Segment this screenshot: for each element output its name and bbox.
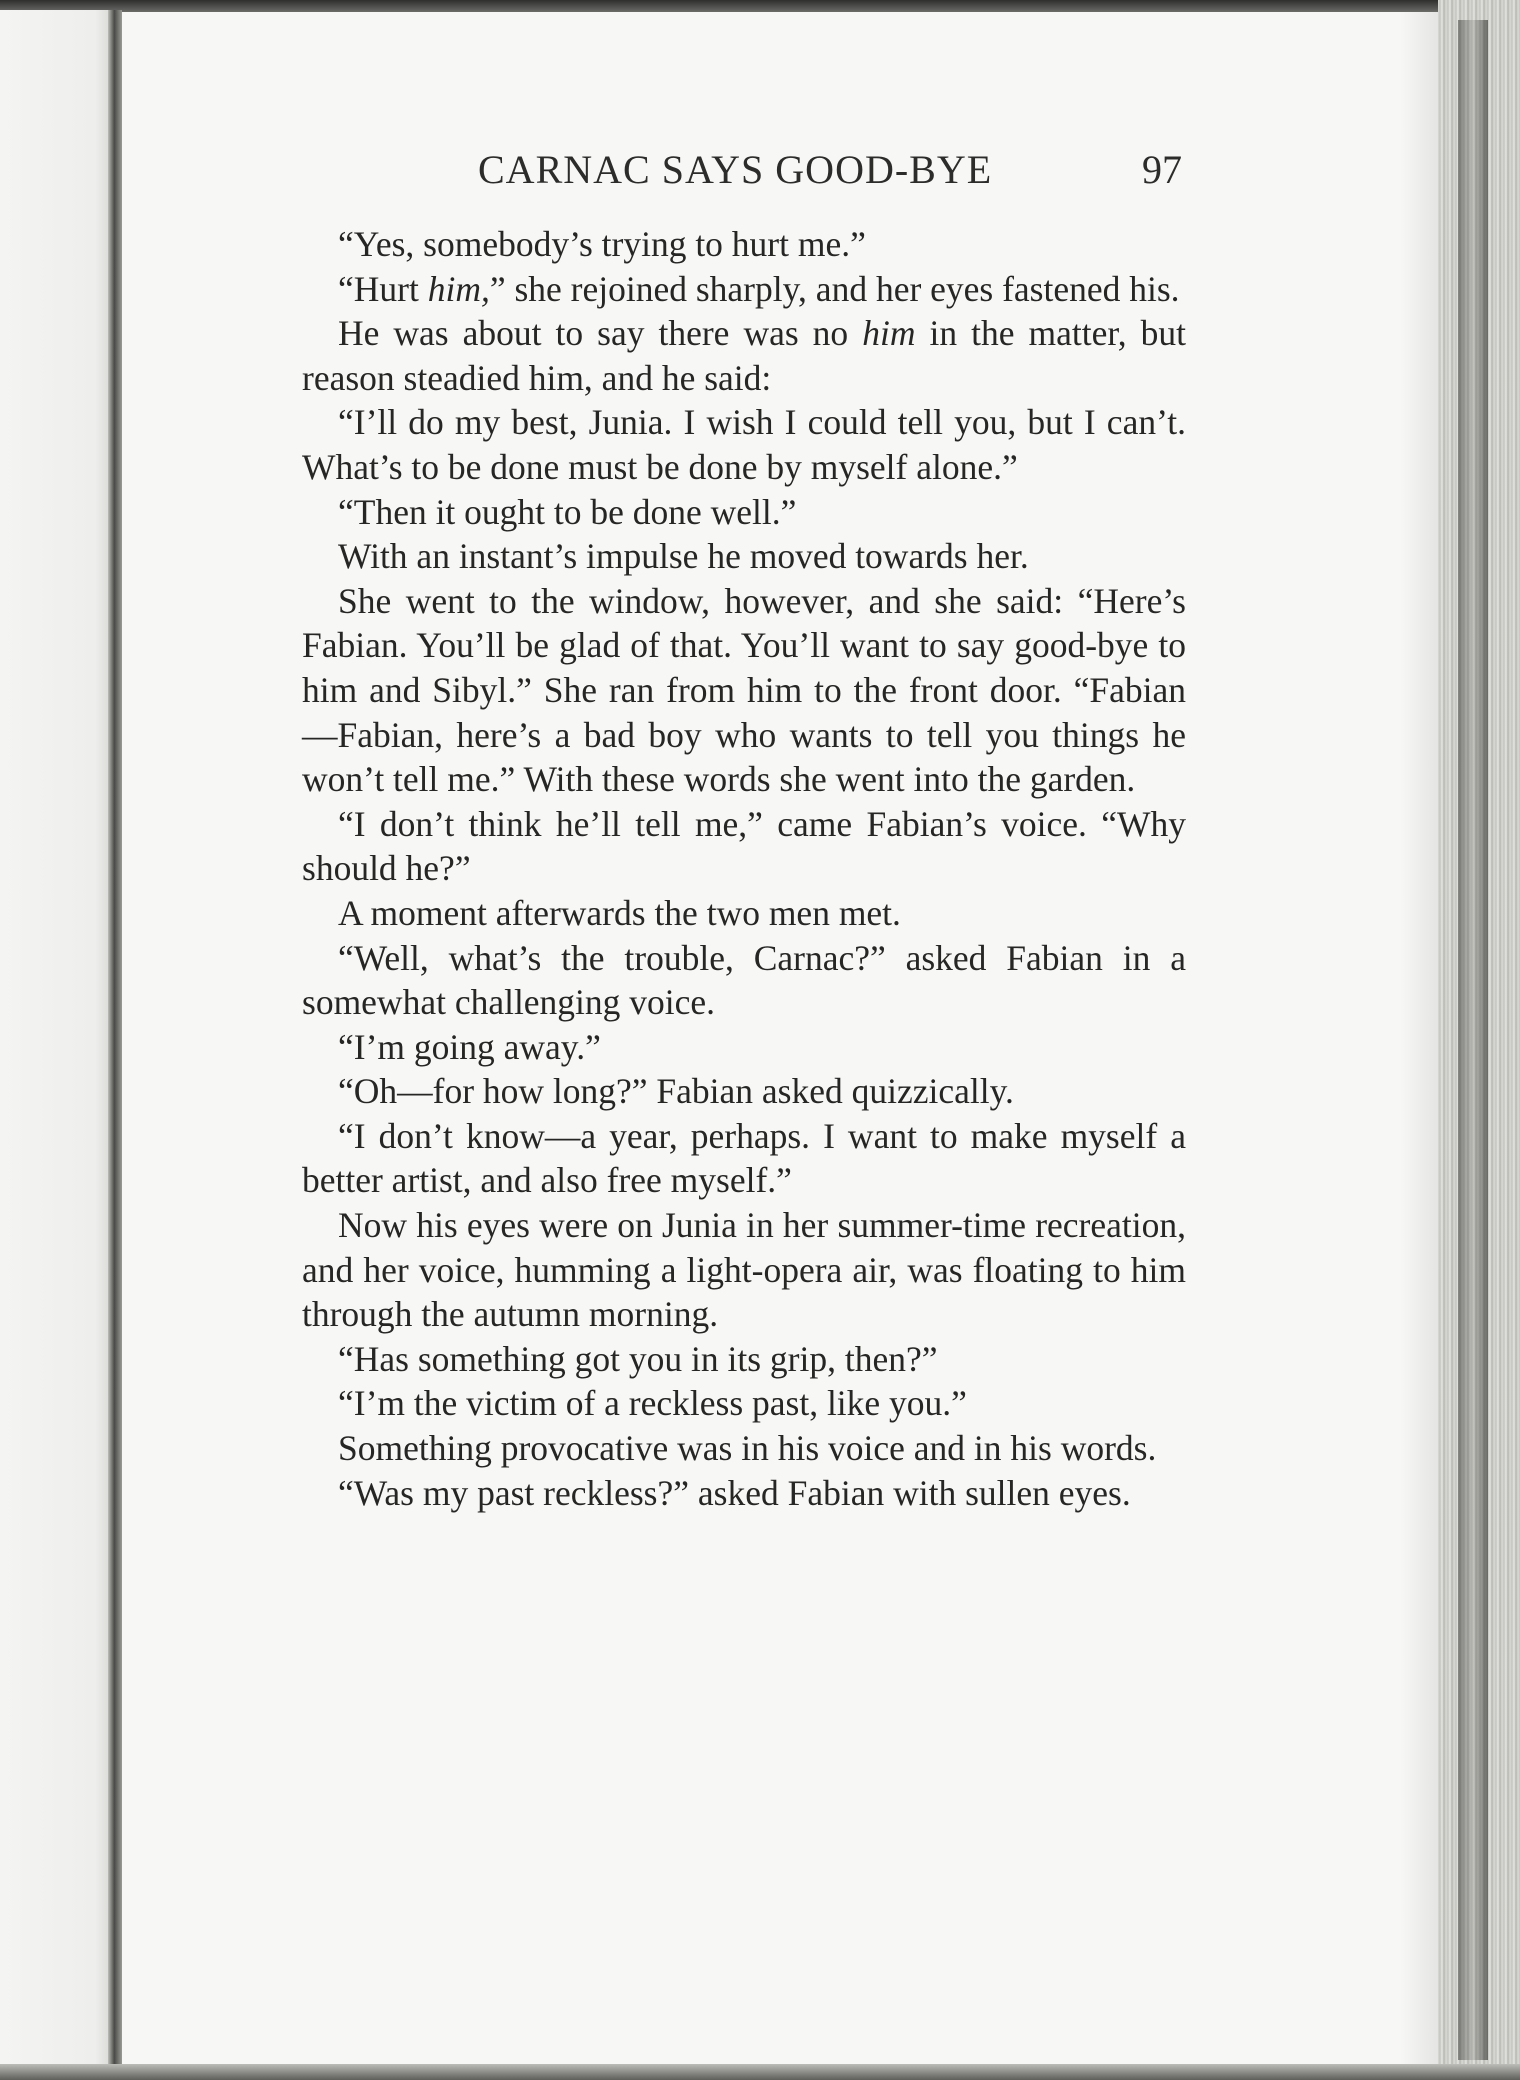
- fore-edge-shadow: [1458, 20, 1488, 2060]
- paragraph: She went to the window, however, and she said: “Here’s Fabian. You’ll be glad of that. You’ll want to say good-bye to him and Sibyl.” She ran from him to the front door. “Fabian—Fabian, here’s a bad boy who wants to tell you things he won’t tell me.” With these words she went into the garden.: [302, 580, 1186, 800]
- paragraph: “Well, what’s the trouble, Carnac?” asked Fabian in a somewhat challenging voice.: [302, 937, 1186, 1023]
- running-title: CARNAC SAYS GOOD-BYE: [478, 147, 993, 192]
- paragraph: “I’m the victim of a reckless past, like you.”: [338, 1383, 967, 1424]
- top-scan-edge: [0, 0, 1520, 12]
- paragraph: “Yes, somebody’s trying to hurt me.”: [338, 224, 866, 264]
- paragraph: Something provocative was in his voice and in his words.: [338, 1428, 1157, 1469]
- book-gutter: [108, 10, 122, 2070]
- emphasis: him: [862, 313, 916, 354]
- emphasis: him,: [427, 268, 490, 309]
- body-text: [302, 222, 1186, 1515]
- left-page-margin: [0, 10, 112, 2070]
- paragraph: “Hurt him,” she rejoined sharply, and her eyes fastened his.: [338, 268, 1180, 309]
- paragraph: “Was my past reckless?” asked Fabian with sullen eyes.: [338, 1472, 1131, 1513]
- paragraph: A moment afterwards the two men met.: [338, 892, 901, 933]
- page-number: 97: [1142, 147, 1182, 192]
- paragraph: “Oh—for how long?” Fabian asked quizzically.: [338, 1071, 1014, 1112]
- page-shadow: [1400, 12, 1440, 2064]
- paragraph: “Then it ought to be done well.”: [338, 491, 797, 532]
- paragraph: “Has something got you in its grip, then?”: [338, 1338, 938, 1379]
- bottom-scan-edge: [0, 2064, 1520, 2080]
- paragraph: He was about to say there was no him in the matter, but reason steadied him, and he said:: [302, 313, 1186, 398]
- paragraph: “I’ll do my best, Junia. I wish I could tell you, but I can’t. What’s to be done must be done by myself alone.”: [302, 402, 1186, 487]
- paragraph: Now his eyes were on Junia in her summer-time recreation, and her voice, humming a light-opera air, was floating to him through the autumn morning.: [302, 1205, 1186, 1335]
- paragraph: “I’m going away.”: [338, 1026, 601, 1067]
- running-header: [0, 146, 1520, 206]
- paragraph: “I don’t think he’ll tell me,” came Fabian’s voice. “Why should he?”: [302, 803, 1186, 889]
- paragraph: “I don’t know—a year, perhaps. I want to make myself a better artist, and also free myself.”: [302, 1115, 1186, 1201]
- paragraph: With an instant’s impulse he moved towards her.: [338, 536, 1029, 577]
